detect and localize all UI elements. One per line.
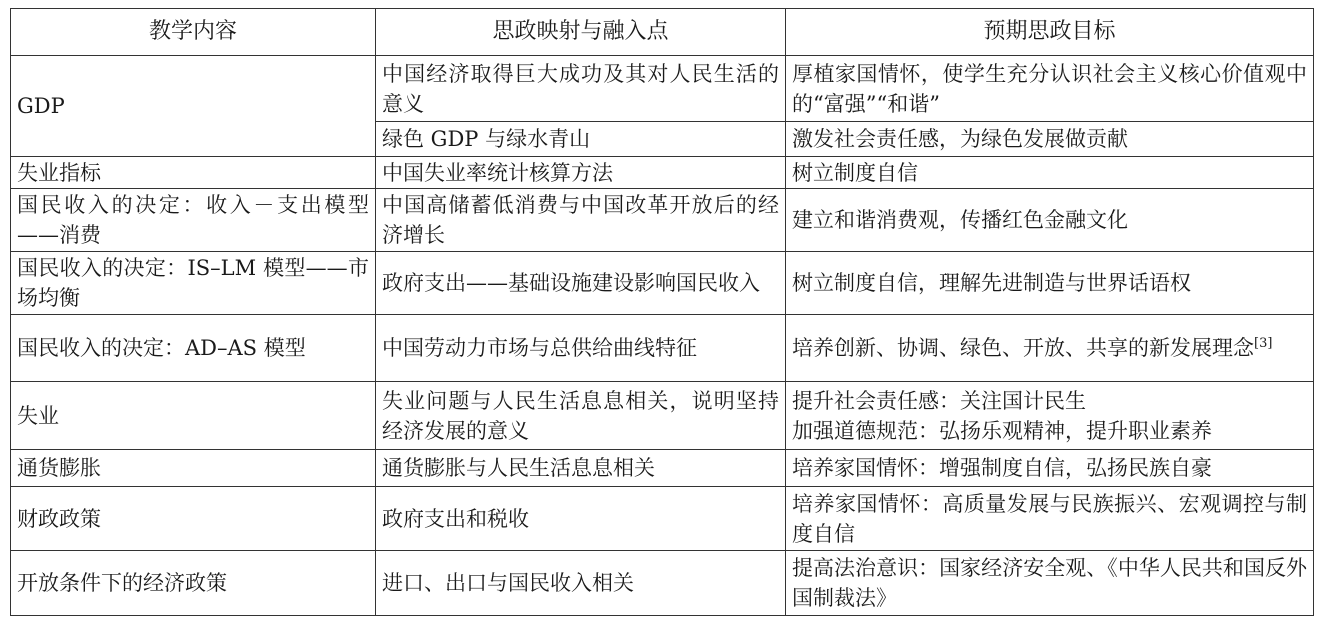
- mapping-cell: 中国经济取得巨大成功及其对人民生活的意义: [376, 56, 786, 122]
- table-row: [11, 450, 1314, 487]
- mapping-cell: 中国高储蓄低消费与中国改革开放后的经济增长: [376, 189, 786, 252]
- header-mapping-points: 思政映射与融入点: [376, 9, 786, 56]
- curriculum-table: [10, 8, 1314, 616]
- mapping-cell: 中国失业率统计核算方法: [376, 157, 786, 189]
- goal-cell: 培养家国情怀：高质量发展与民族振兴、宏观调控与制度自信: [786, 487, 1314, 551]
- citation-ref: [3]: [1254, 336, 1273, 351]
- goal-cell: 激发社会责任感，为绿色发展做贡献: [786, 122, 1314, 157]
- mapping-cell: 政府支出和税收: [376, 487, 786, 551]
- teaching-content-cell: 失业: [11, 382, 376, 450]
- teaching-content-cell: GDP: [11, 56, 376, 157]
- goal-cell: 提高法治意识：国家经济安全观、《中华人民共和国反外国制裁法》: [786, 551, 1314, 616]
- mapping-cell: 中国劳动力市场与总供给曲线特征: [376, 315, 786, 382]
- curriculum-table-container: [10, 8, 1313, 616]
- goal-cell: 树立制度自信，理解先进制造与世界话语权: [786, 252, 1314, 315]
- goal-cell: 建立和谐消费观，传播红色金融文化: [786, 189, 1314, 252]
- teaching-content-cell: 财政政策: [11, 487, 376, 551]
- header-teaching-content: 教学内容: [11, 9, 376, 56]
- teaching-content-cell: 国民收入的决定：AD–AS 模型: [11, 315, 376, 382]
- table-row: [11, 252, 1314, 315]
- goal-cell: 培养家国情怀：增强制度自信，弘扬民族自豪: [786, 450, 1314, 487]
- teaching-content-cell: 失业指标: [11, 157, 376, 189]
- goal-text: 培养创新、协调、绿色、开放、共享的新发展理念: [792, 336, 1254, 360]
- mapping-cell: 通货膨胀与人民生活息息相关: [376, 450, 786, 487]
- table-row: [11, 487, 1314, 551]
- mapping-cell: 进口、出口与国民收入相关: [376, 551, 786, 616]
- teaching-content-cell: 国民收入的决定：IS–LM 模型——市场均衡: [11, 252, 376, 315]
- table-row: [11, 189, 1314, 252]
- teaching-content-cell: 国民收入的决定：收入－支出模型——消费: [11, 189, 376, 252]
- table-row: [11, 56, 1314, 122]
- table-row: [11, 315, 1314, 382]
- teaching-content-cell: 通货膨胀: [11, 450, 376, 487]
- mapping-cell: 政府支出——基础设施建设影响国民收入: [376, 252, 786, 315]
- goal-cell: [786, 315, 1314, 382]
- teaching-content-cell: 开放条件下的经济政策: [11, 551, 376, 616]
- mapping-cell: 绿色 GDP 与绿水青山: [376, 122, 786, 157]
- header-expected-goals: 预期思政目标: [786, 9, 1314, 56]
- goal-cell: 厚植家国情怀，使学生充分认识社会主义核心价值观中的“富强”“和谐”: [786, 56, 1314, 122]
- goal-cell: 树立制度自信: [786, 157, 1314, 189]
- table-row: [11, 382, 1314, 450]
- table-header-row: [11, 9, 1314, 56]
- table-row: [11, 157, 1314, 189]
- goal-cell: 提升社会责任感：关注国计民生 加强道德规范：弘扬乐观精神，提升职业素养: [786, 382, 1314, 450]
- table-row: [11, 551, 1314, 616]
- mapping-cell: 失业问题与人民生活息息相关，说明坚持经济发展的意义: [376, 382, 786, 450]
